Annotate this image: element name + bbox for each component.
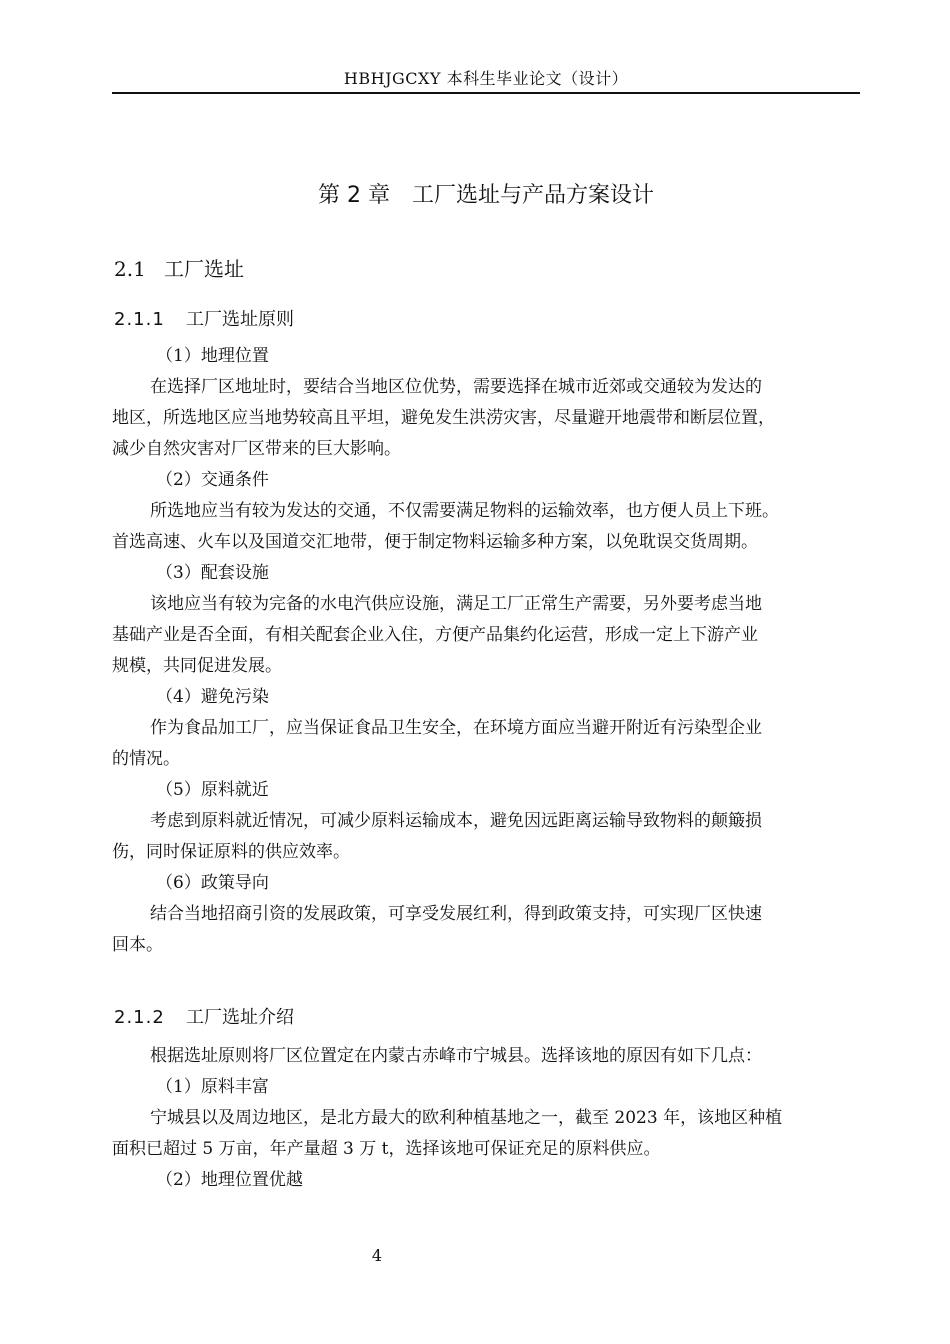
item-heading: （2）地理位置优越 [156,1170,303,1190]
section-title: 工厂选址 [164,257,244,281]
section-title: 工厂选址原则 [186,309,294,330]
body-line: 该地应当有较为完备的水电汽供应设施，满足工厂正常生产需要，另外要考虑当地 [150,594,762,614]
body-line: 减少自然灾害对厂区带来的巨大影响。 [112,439,401,459]
section-heading-2-1 [114,253,244,282]
body-line: 面积已超过 5 万亩，年产量超 3 万 t，选择该地可保证充足的原料供应。 [112,1139,661,1159]
body-line: 根据选址原则将厂区位置定在内蒙古赤峰市宁城县。选择该地的原因有如下几点： [150,1046,762,1066]
body-line: 在选择厂区地址时，要结合当地区位优势，需要选择在城市近郊或交通较为发达的 [150,377,762,397]
body-line: 作为食品加工厂，应当保证食品卫生安全，在环境方面应当避开附近有污染型企业 [150,718,762,738]
body-line: 考虑到原料就近情况，可减少原料运输成本，避免因远距离运输导致物料的颠簸损 [150,811,762,831]
chapter-title: 第 2 章 工厂选址与产品方案设计 [318,183,654,208]
body-line: 首选高速、火车以及国道交汇地带，便于制定物料运输多种方案，以免耽误交货周期。 [112,532,758,552]
section-2-1-1-body [112,341,860,961]
item-heading: （1）原料丰富 [156,1077,269,1097]
section-number: 2.1.2 [114,1007,165,1028]
body-line: 地区，所选地区应当地势较高且平坦，避免发生洪涝灾害，尽量避开地震带和断层位置， [112,408,775,428]
item-heading: （1）地理位置 [156,346,269,366]
item-heading: （6）政策导向 [156,873,269,893]
item-heading: （3）配套设施 [156,563,269,583]
page-number: 4 [371,1246,383,1265]
section-number: 2.1.1 [114,309,165,330]
section-number: 2.1 [114,257,146,281]
body-line: 的情况。 [112,749,180,769]
body-line: 基础产业是否全面，有相关配套企业入住，方便产品集约化运营，形成一定上下游产业 [112,625,758,645]
body-line: 伤，同时保证原料的供应效率。 [112,842,350,862]
section-title: 工厂选址介绍 [186,1007,294,1028]
section-2-1-2-body [112,1041,860,1196]
item-heading: （4）避免污染 [156,687,269,707]
body-line: 所选地应当有较为发达的交通，不仅需要满足物料的运输效率，也方便人员上下班。 [150,501,779,521]
body-line: 规模，共同促进发展。 [112,656,282,676]
section-heading-2-1-1 [114,305,294,331]
header-rule [112,92,860,94]
section-heading-2-1-2 [114,1003,294,1029]
item-heading: （2）交通条件 [156,470,269,490]
body-line: 宁城县以及周边地区，是北方最大的欧利种植基地之一，截至 2023 年，该地区种植 [150,1108,783,1128]
running-header: HBHJGCXY 本科生毕业论文（设计） [343,69,629,88]
item-heading: （5）原料就近 [156,780,269,800]
body-line: 结合当地招商引资的发展政策，可享受发展红利，得到政策支持，可实现厂区快速 [150,904,762,924]
body-line: 回本。 [112,935,163,955]
